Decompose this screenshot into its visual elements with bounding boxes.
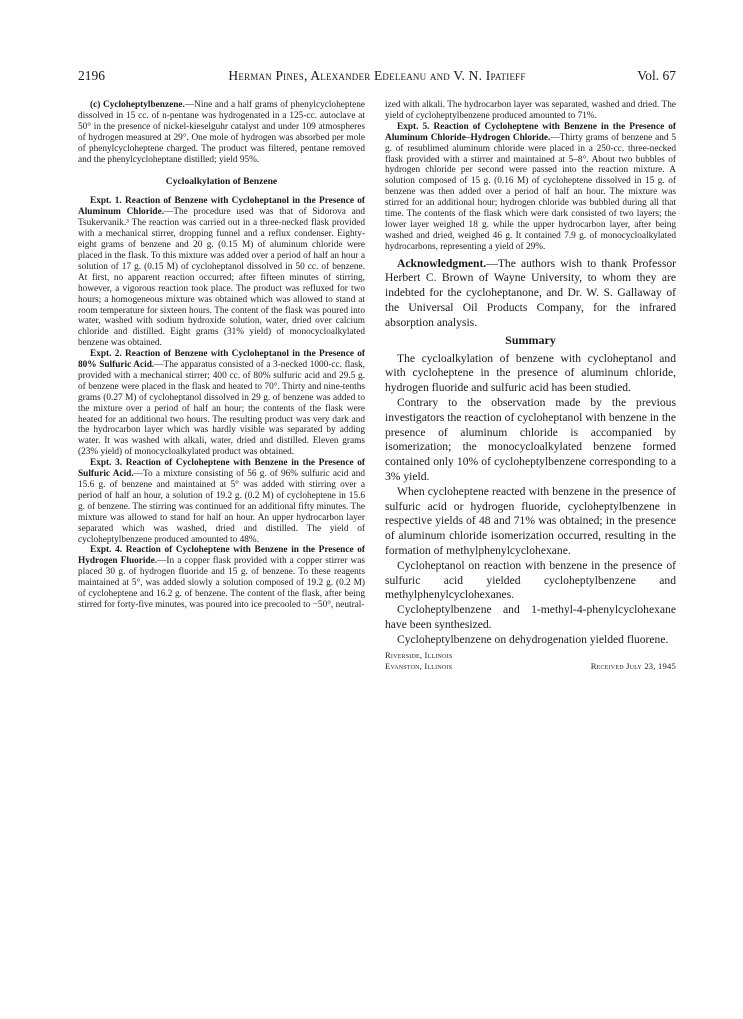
summary-title: Summary [505, 332, 556, 347]
experiment-body: —The apparatus consisted of a 3-necked 1000-cc. flask, provided with a mechanical stirrer; 400 cc. of 80% sulfuric acid and 29.5 g. of benzene were placed in the flask and heated to 70°. Thirty and nine-tenths grams (0.27 M) of cycloheptanol dissolved in 29 g. of benzene was added to the mixture over a period of half an hour; the contents of the flask were heated for an additional two hours. The resulting product was very dark and the hydrocarbon layer which was hardly visible was separated by adding water. It was washed with alkali, water, dried and distilled. Eleven grams (23% yield) of monocycloalkylated product was obtained. [78, 360, 365, 458]
summary-paragraph: Cycloheptanol on reaction with benzene in the presence of sulfuric acid yielded cycloheptylbenzene and methylphenylcyclohexanes. [385, 558, 676, 602]
received-date: Received July 23, 1945 [590, 660, 676, 671]
affiliation-riverside: Riverside, Illinois [385, 649, 453, 660]
affiliation-footer [385, 649, 676, 671]
summary-paragraph: Cycloheptylbenzene on dehydrogenation yielded fluorene. [397, 632, 669, 646]
experiment-body: —Thirty grams of benzene and 5 g. of resublimed aluminum chloride were placed in a 250-cc. three-necked flask provided with a stirrer and maintained at 5–8°. About two bubbles of hydrogen chloride per second were passed into the reaction mixture. A solution composed of 15 g. (0.16 M) of cycloheptene dissolved in 15 g. of benzene was then added over a period of half an hour. The mixture was stirred for an additional hour; hydrogen chloride was bubbled during all that time. The contents of the flask which were dark consisted of two layers; the lower layer weighed 18 g. while the upper hydrocarbon layer, after being washed and dried, weighed 46 g. It contained 7.9 g. of monocycloalkylated hydrocarbons, representing a yield of 29%. [385, 132, 676, 252]
paragraph-body: —Nine and a half grams of phenylcycloheptene dissolved in 15 cc. of n-pentane was hydrogenated in a 125-cc. autoclave at 50° in the presence of nickel-kieselguhr catalyst and under 109 atmospheres of hydrogen measured at 29°. One mole of hydrogen was absorbed per mole of phenylcycloheptene charged. The product was filtered, pentane removed and the phenylcycloheptane distilled; yield 95%. [78, 100, 365, 165]
running-authors: Herman Pines, Alexander Edeleanu and V. N. Ipatieff [228, 68, 526, 83]
acknowledgment [385, 257, 676, 331]
acknowledgment-body: —The authors wish to thank Professor Herbert C. Brown of Wayne University, to whom they are indebted for the cycloheptanone, and Dr. W. S. Gallaway of the Universal Oil Products Company, for the infrared absorption analysis. [385, 256, 676, 329]
experiment-body: —In a copper flask provided with a copper stirrer was placed 30 g. of hydrogen fluoride and 15 g. of benzene. To these reagents maintained at 5°, was added slowly a solution composed of 19.2 g. (0.2 M) of cycloheptene and 16.2 g. of benzene. The content of the flask, after being stirred for forty-five minutes, was poured into ice precooled to −50°, neutral- [78, 556, 365, 610]
affiliation-evanston: Evanston, Illinois [385, 660, 453, 671]
left-column [78, 100, 365, 611]
running-header [78, 68, 676, 86]
experiment-heading: Expt. 5. Reaction of Cycloheptene with Benzene in the Presence of Aluminum Chloride–Hydrogen Chloride. [385, 121, 676, 143]
paragraph-expt4 [78, 545, 365, 610]
paragraph-expt1 [78, 196, 365, 349]
summary-paragraph: When cycloheptene reacted with benzene in the presence of sulfuric acid or hydrogen fluoride, cycloheptylbenzene in respective yields of 48 and 71% was obtained; in the presence of aluminum chloride isomerization occurred, resulting in the formation of methylphenylcyclohexane. [385, 484, 676, 558]
experiment-heading: Expt. 2. Reaction of Benzene with Cycloheptanol in the Presence of 80% Sulfuric Acid. [78, 349, 365, 371]
summary-paragraph: The cycloalkylation of benzene with cycloheptanol and with cycloheptene in the presence of aluminum chloride, hydrogen fluoride and sulfuric acid has been studied. [385, 351, 676, 395]
experiment-body: —To a mixture consisting of 56 g. of 96% sulfuric acid and 15.6 g. of benzene and maintained at 5° was added with stirring over a period of half an hour, a solution of 19.2 g. (0.2 M) of cycloheptene in 15.6 g. of benzene. The stirring was continued for an additional fifty minutes. The mixture was allowed to stand for half an hour. An upper hydrocarbon layer separated which was washed, dried and distilled. The yield of cycloheptylbenzene produced amounted to 48%. [78, 469, 365, 545]
summary-paragraph: Contrary to the observation made by the previous investigators the reaction of cycloheptanol with benzene in the presence of aluminum chloride is accompanied by isomerization; the monocycloalkylated benzene formed contained only 10% of cycloheptylbenzene corresponding to a 3% yield. [385, 396, 676, 484]
paragraph-expt4-continued: ized with alkali. The hydrocarbon layer was separated, washed and dried. The yield of cycloheptylbenzene produced amounted to 71%. [385, 100, 676, 121]
section-title: Cycloalkylation of Benzene [165, 176, 278, 188]
paragraph-expt2 [78, 349, 365, 458]
right-column [385, 100, 676, 671]
experiment-heading: Expt. 1. Reaction of Benzene with Cycloheptanol in the Presence of Aluminum Chloride. [78, 196, 365, 218]
volume-number: Vol. 67 [637, 68, 676, 83]
paragraph-heading: (c) Cycloheptylbenzene. [90, 100, 185, 110]
paragraph-expt3 [78, 458, 365, 545]
paragraph-cycloheptylbenzene [78, 100, 365, 165]
experiment-body: —The procedure used was that of Sidorova and Tsukervanik.³ The reaction was carried out in a three-necked flask provided with a mechanical stirrer, dropping funnel and a reflux condenser. Eighty-eight grams of benzene and 20 g. (0.15 M) of aluminum chloride were placed in the flask. To this mixture was added over a period of half an hour a solution of 17 g. (0.15 M) of cycloheptanol dissolved in 50 cc. of benzene. At first, no apparent reaction occurred; after fifteen minutes of stirring, however, a vigorous reaction took place. The product was refluxed for two hours; a homogeneous mixture was obtained which was allowed to stand at room temperature for sixteen hours. The content of the flask was poured into water, washed with sodium hydroxide solution, water, dried over calcium chloride and distilled. Eight grams (31% yield) of monocycloalkylated benzene was obtained. [78, 207, 365, 349]
experiment-heading: Expt. 3. Reaction of Cycloheptene with Benzene in the Presence of Sulfuric Acid. [78, 458, 365, 480]
experiment-heading: Expt. 4. Reaction of Cycloheptene with Benzene in the Presence of Hydrogen Fluoride. [78, 545, 365, 567]
page-number: 2196 [78, 68, 105, 83]
summary-paragraph: Cycloheptylbenzene and 1-methyl-4-phenylcyclohexane have been synthesized. [385, 603, 676, 632]
paragraph-expt5 [385, 122, 676, 253]
acknowledgment-heading: Acknowledgment. [397, 256, 487, 270]
